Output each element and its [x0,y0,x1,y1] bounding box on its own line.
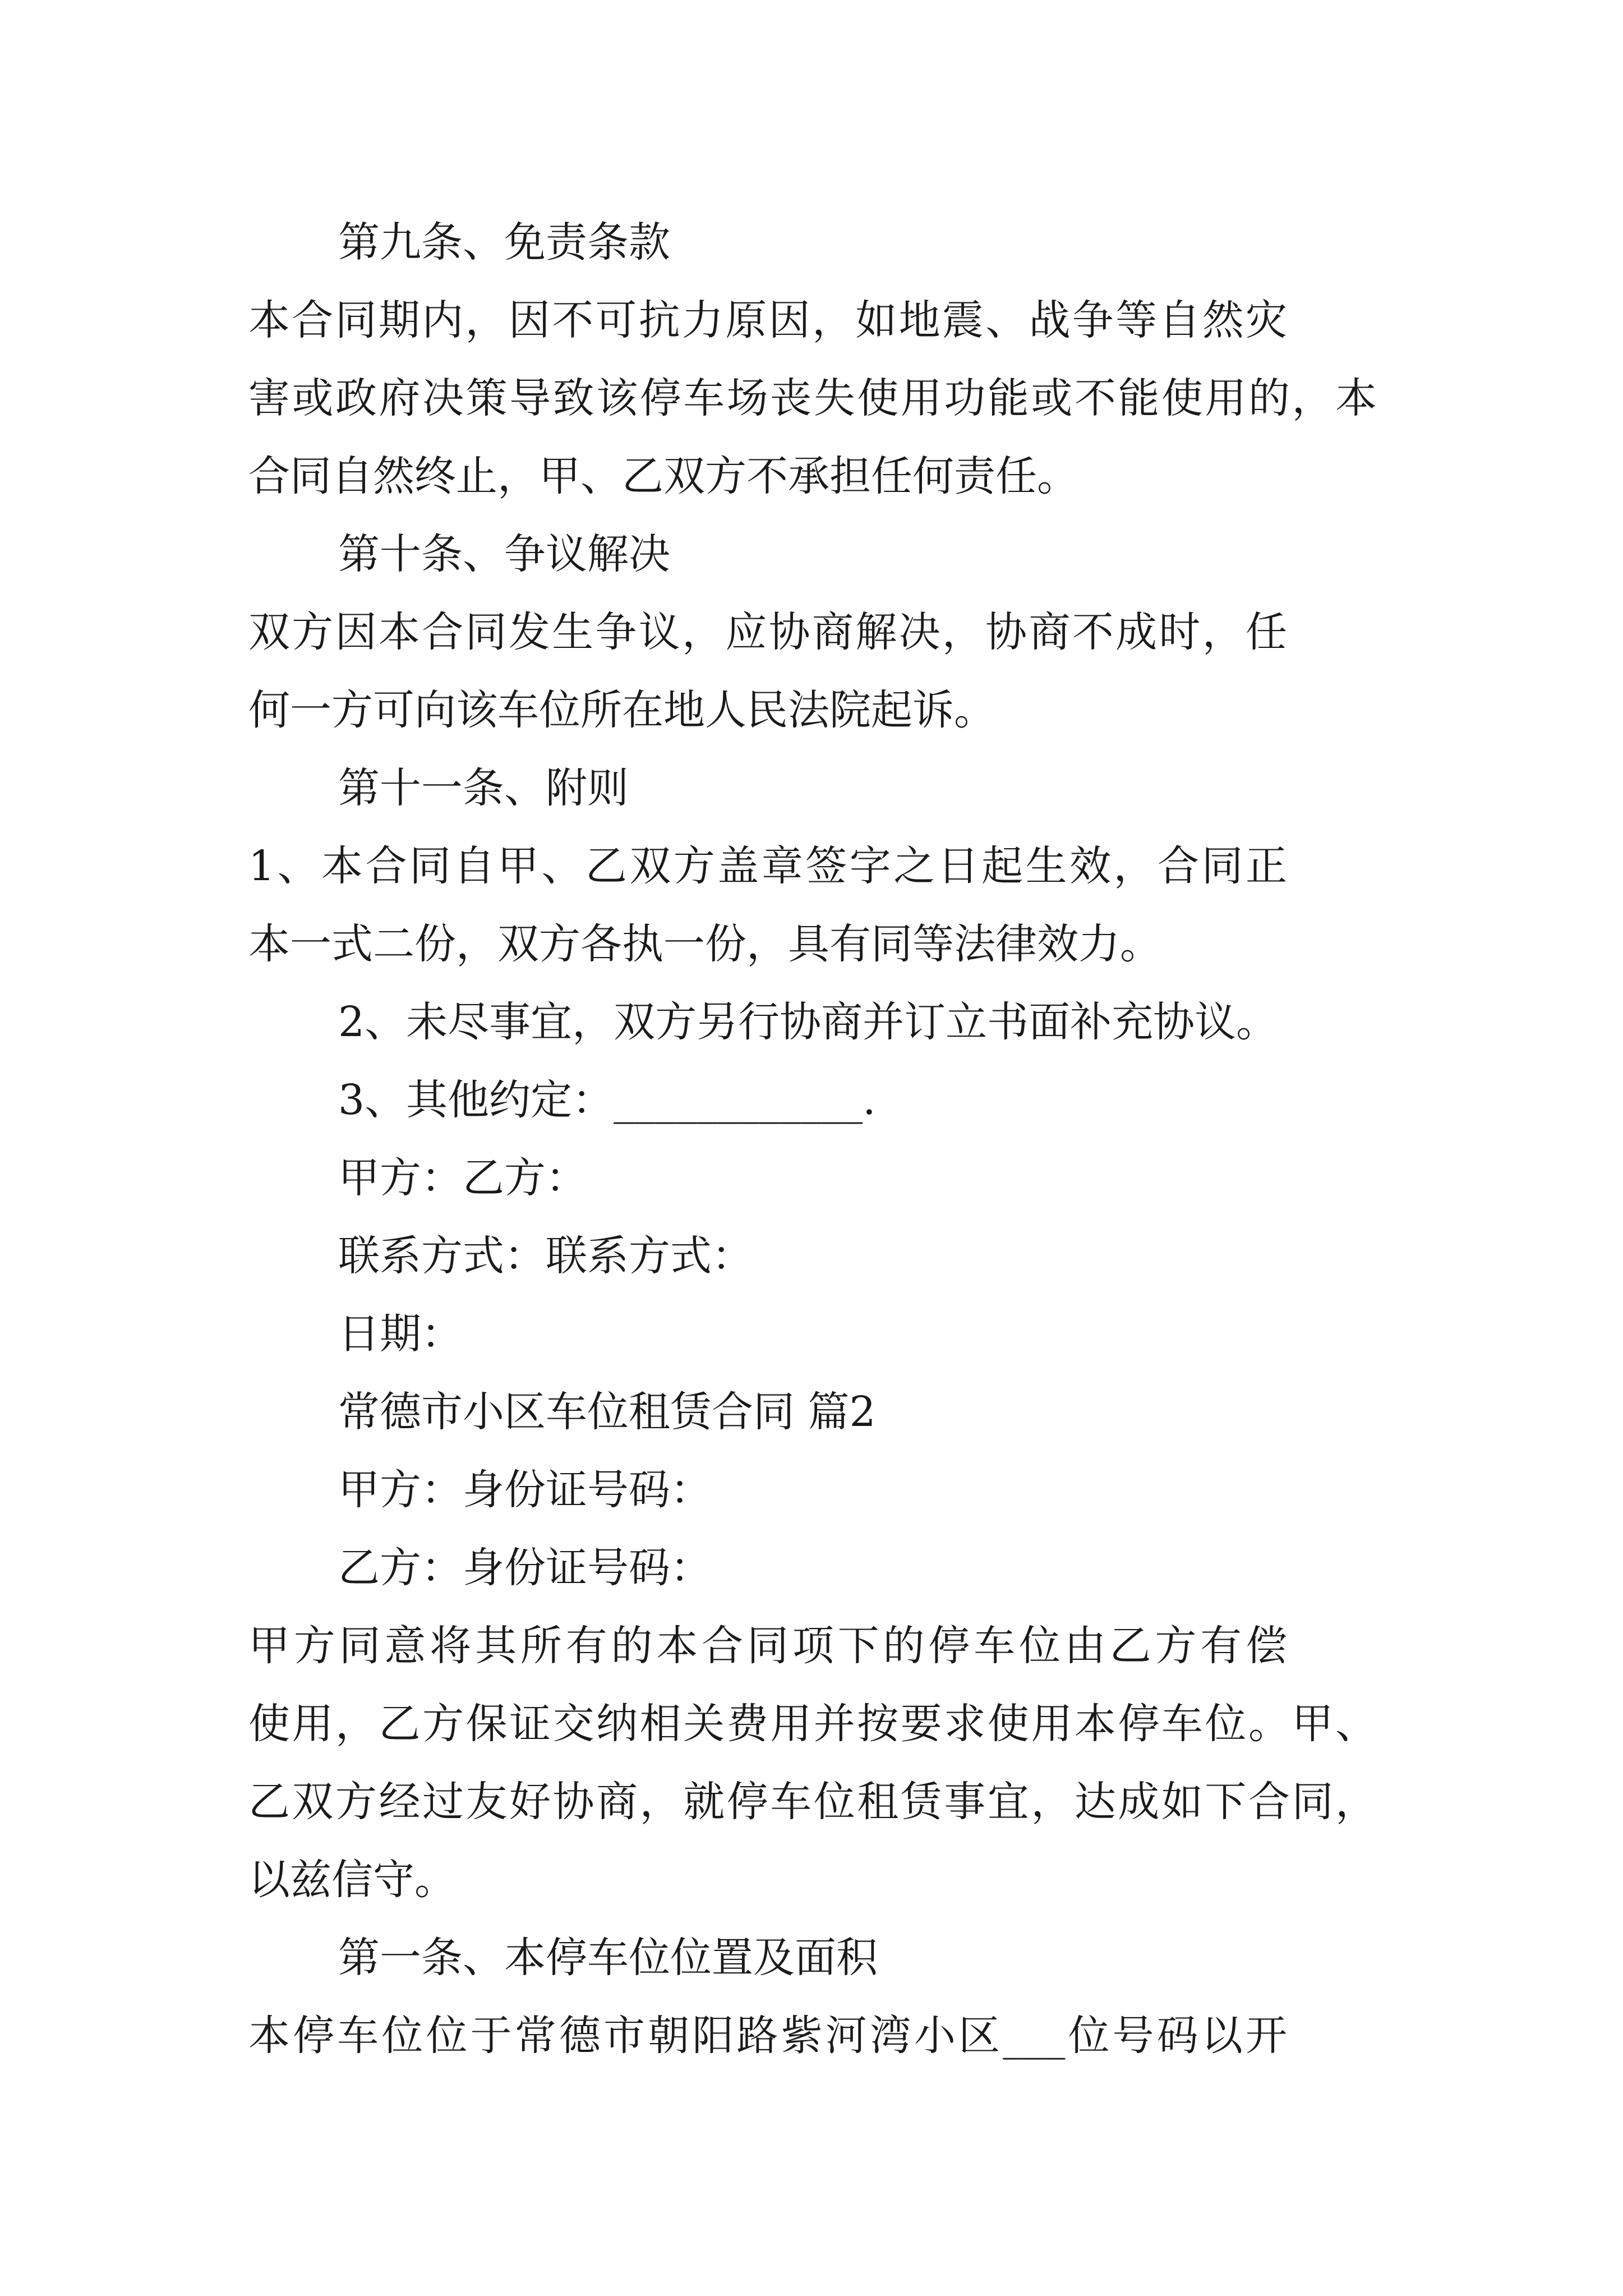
article-1-heading: 第一条、本停车位位置及面积 [338,1934,878,1982]
article-11-item-1-line-1: 1、本合同自甲、乙双方盖章签字之日起生效，合同正 [248,842,1287,890]
signature-contact: 联系方式：联系方式： [338,1232,753,1280]
article-11-item-2: 2、未尽事宜，双方另行协商并订立书面补充协议。 [338,998,1278,1046]
preamble-line-2: 使用，乙方保证交纳相关费用并按要求使用本停车位。甲、 [248,1700,1377,1748]
article-10-heading: 第十条、争议解决 [338,530,670,578]
article-9-body-line-2: 害或政府决策导致该停车场丧失使用功能或不能使用的，本 [248,374,1377,422]
article-9-body-line-1: 本合同期内，因不可抗力原因，如地震、战争等自然灾 [248,296,1287,344]
signature-parties: 甲方：乙方： [338,1154,587,1202]
article-10-body-line-2: 何一方可向该车位所在地人民法院起诉。 [248,686,995,734]
signature-date: 日期： [338,1310,463,1358]
article-9-body-line-3: 合同自然终止，甲、乙双方不承担任何责任。 [248,452,1078,500]
article-11-heading: 第十一条、附则 [338,764,629,812]
article-1-body-line-1: 本停车位位于常德市朝阳路紫河湾小区___位号码以开 [248,2012,1287,2060]
preamble-line-1: 甲方同意将其所有的本合同项下的停车位由乙方有偿 [248,1622,1287,1670]
contract-2-title: 常德市小区车位租赁合同 篇2 [338,1388,876,1436]
preamble-line-3: 乙双方经过友好协商，就停车位租赁事宜，达成如下合同， [248,1778,1377,1826]
article-11-item-3: 3、其他约定：____________. [338,1076,876,1124]
article-10-body-line-1: 双方因本合同发生争议，应协商解决，协商不成时，任 [248,608,1287,656]
party-b-id: 乙方：身份证号码： [338,1544,712,1592]
party-a-id: 甲方：身份证号码： [338,1466,712,1514]
preamble-line-4: 以兹信守。 [248,1856,456,1904]
article-9-heading: 第九条、免责条款 [338,218,670,266]
article-11-item-1-line-2: 本一式二份，双方各执一份，具有同等法律效力。 [248,920,1161,968]
